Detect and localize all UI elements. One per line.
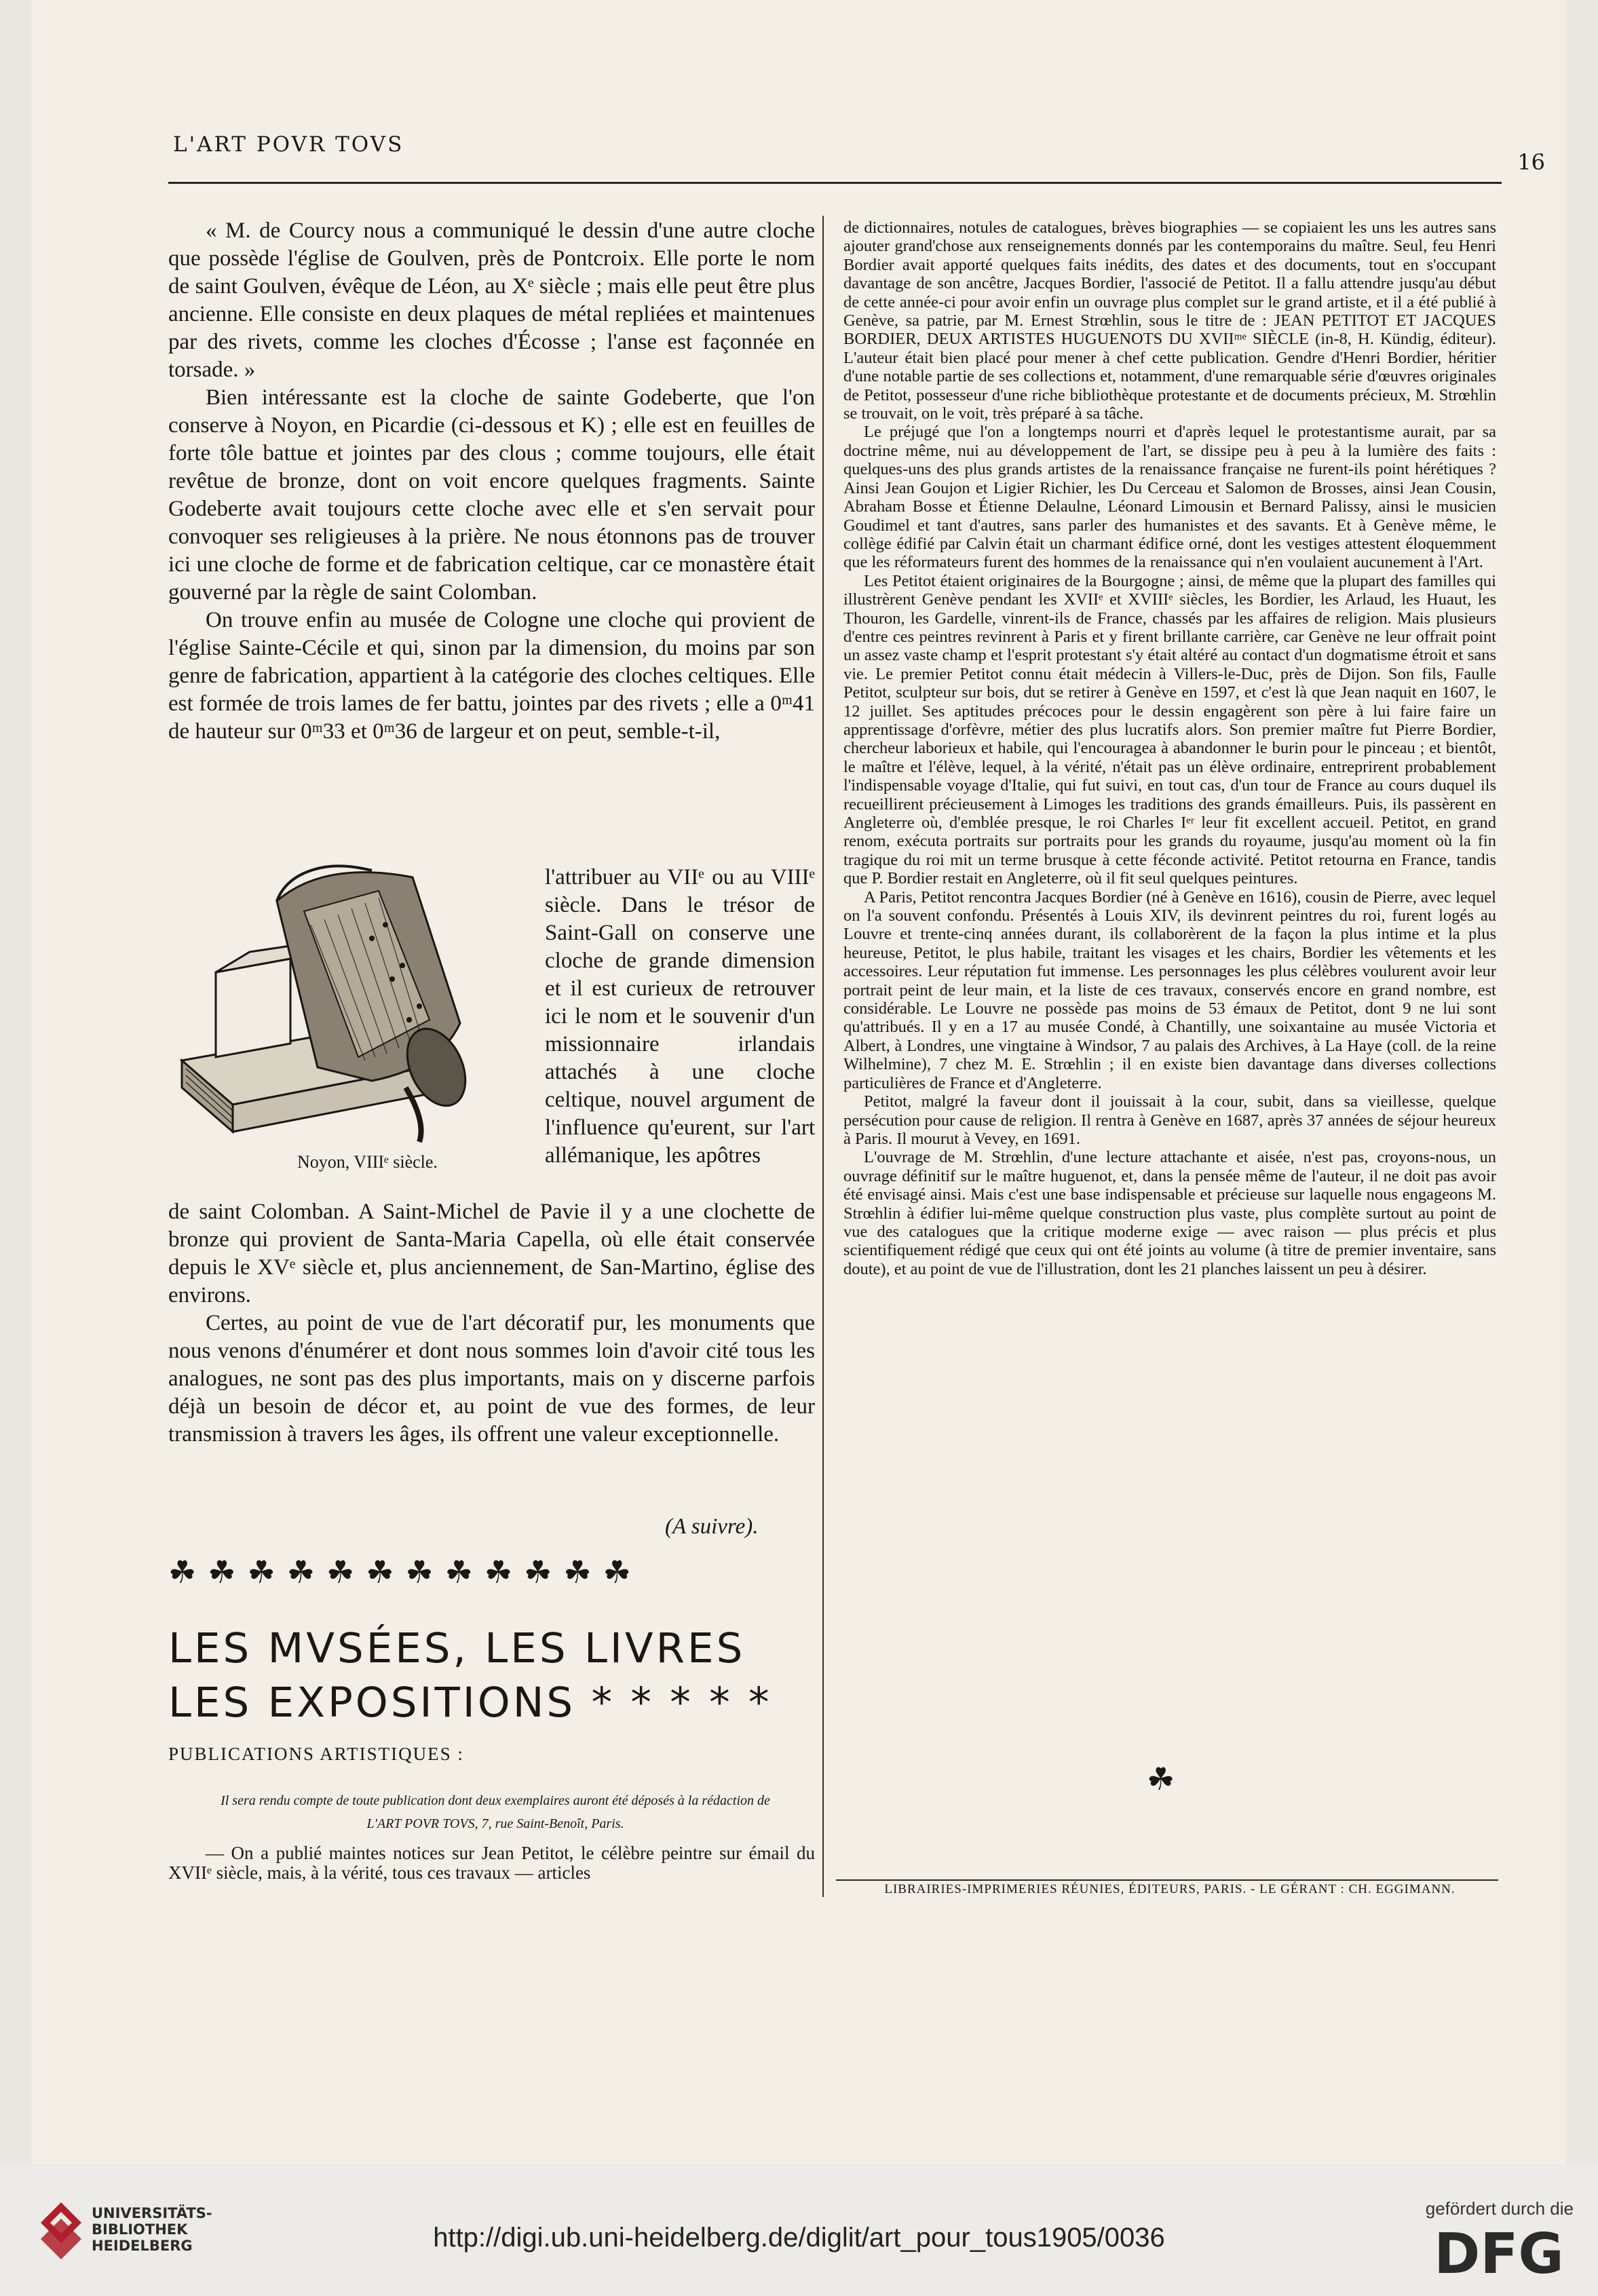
paragraph: de saint Colomban. A Saint-Michel de Pavie il y a une clochette de bronze qui provient de Santa-Maria Capella, où elle était conservée depuis le XVᵉ siècle et, plus anciennement, de San-Martino, église des environs.: [168, 1200, 815, 1307]
subsection-heading: PUBLICATIONS ARTISTIQUES :: [168, 1744, 464, 1764]
paragraph: Le préjugé que l'on a longtemps nourri et d'après lequel le protestantisme aurait, par sa doctrine même, nui au développement de l'art, se dissipe peu à peu à la lumière des faits : quelques-uns des plus grands artistes de la renaissance française ne furent-ils point hérétiques ? Ainsi Jean Goujon et Ligier Richier, les Du Cerceau et Salomon de Brosses, ainsi Jean Cousin, Abraham Bosse et Étienne Delaulne, Léonard Limousin et Bernard Palissy, ainsi le musicien Goudimel et tant d'autres, sans parler des humanistes et des savants. Et à Genève même, le collège édifié par Calvin était un charmant édifice orné, dont les vestiges attestent éloquemment que les réformateurs furent des hommes de la renaissance qui n'en voulaient aucunement à l'Art.: [843, 423, 1496, 572]
paragraph: Les Petitot étaient originaires de la Bourgogne ; ainsi, de même que la plupart des familles qui illustrèrent Genève pendant les XVIIᵉ et XVIIIᵉ siècles, les Bordier, les Arlaud, les Huaut, les Thouron, les Gardelle, vinrent-ils de France, chassés par les affaires de religion. Mais plusieurs d'entre ces peintres revinrent à Paris et y firent brillante carrière, car Genève ne leur offrait point un assez vaste champ et l'esprit protestant s'y était altéré au contact d'un dogmatisme étroit et sans vie. Le premier Petitot connu était médecin à Villers-le-Duc, près de Dijon. Son fils, Faulle Petitot, sculpteur sur bois, dut se retirer à Genève en 1597, et c'est là que Jean naquit en 1607, le 12 juillet. Ses aptitudes précoces pour le dessin engagèrent son père à lui faire faire un apprentissage d'orfèvre, métier des plus lucratifs alors. Son premier maître fut Pierre Bordier, chercheur laborieux et habile, qui l'encouragea à abandonner le burin pour le pinceau ; et bientôt, le maître et l'élève, lequel, à la vérité, n'était pas un élève ordinaire, entreprirent probablement l'indispensable voyage d'Italie, qui fut suivi, en tout cas, d'un tour de France au cours duquel ils recueillirent précieusement à Limoges les traditions des grands émailleurs. Puis, ils passèrent en Angleterre où, d'emblée presque, le roi Charles Iᵉʳ leur fit excellent accueil. Petitot, en grand renom, exécuta portraits sur portraits pour les grands du royaume, jusqu'au moment où la fin tragique du roi mit un terme brusque à cette féconde activité. Petitot retourna en France, tandis que P. Bordier restait en Angleterre, où il fit seul quelques peintures.: [843, 571, 1496, 888]
right-column: [843, 218, 1496, 1278]
paragraph: Petitot, malgré la faveur dont il jouissait à la cour, subit, dans sa vieillesse, quelque persécution pour cause de religion. Il rentra à Genève en 1687, après 37 années de séjour heureux à Paris. Il mourut à Vevey, en 1691.: [843, 1092, 1496, 1148]
dfg-wordmark: DFG: [1434, 2225, 1564, 2280]
section-heading: [168, 1622, 815, 1730]
section-heading-line: LES EXPOSITIONS * * * * *: [168, 1679, 772, 1727]
paragraph: de dictionnaires, notules de catalogues, brèves biographies — se copiaient les uns les autres sans ajouter grand'chose aux renseignements donnés par les contemporains du maître. Seul, feu Henri Bordier avait apporté quelques faits inédits, des dates et des documents, tout en s'occupant davantage de son ancêtre, Jacques Bordier, l'associé de Petitot. Il a fallu attendre jusqu'au début de cette année-ci pour avoir enfin un ouvrage plus complet sur le grand artiste, et il a été publié à Genève, sa patrie, par M. Ernest Strœhlin, sous le titre de : JEAN PETITOT ET JACQUES BORDIER, DEUX ARTISTES HUGUENOTS DU XVIIᵐᵉ SIÈCLE (in-8, H. Kündig, éditeur). L'auteur était bien placé pour mener à chef cette publication. Gendre d'Henri Bordier, héritier d'une notable partie de ses collections et, notamment, d'une remarquable série d'œuvres originales de Petitot, possesseur d'une riche bibliothèque protestante et de documents précieux, M. Strœhlin se trouvait, on le voit, très préparé à sa tâche.: [843, 218, 1496, 423]
institution-line: HEIDELBERG: [92, 2238, 193, 2254]
imprint: LIBRAIRIES-IMPRIMERIES RÉUNIES, ÉDITEURS, PARIS. - LE GÉRANT : CH. EGGIMANN.: [884, 1882, 1456, 1896]
paragraph: L'ouvrage de M. Strœhlin, d'une lecture attachante et aisée, n'est pas, croyons-nous, un ouvrage définitif sur le maître huguenot, et, dans la pensée même de l'auteur, il ne doit pas avoir été envisagé ainsi. Mais c'est une base indispensable et précieuse sur laquelle nous engageons M. Strœhlin à édifier lui-même quelque construction plus vaste, plus complète surtout au point de vue des catalogues que la critique moderne exige — avec raison — plus précis et plus scientifiquement rédigé que ceux qui ont été joints au volume (à titre de premier inventaire, sans doute), et au point de vue de l'illustration, dont les 21 planches laissent un peu à désirer.: [843, 1148, 1496, 1278]
left-column-top: [168, 217, 815, 746]
paragraph: On trouve enfin au musée de Cologne une cloche qui provient de l'église Sainte-Cécile et qui, sinon par la dimension, du moins par son genre de fabrication, appartient à la catégorie des cloches celtiques. Elle est formée de trois lames de fer battu, jointes par des rivets ; elle a 0ᵐ41 de hauteur sur 0ᵐ33 et 0ᵐ36 de largeur et on peut, semble-t-il,: [168, 608, 815, 744]
paragraph: Bien intéressante est la cloche de sainte Godeberte, que l'on conserve à Noyon, en Picardie (ci-dessous et K) ; elle est en feuilles de forte tôle battue et jointes par des clous ; comme toujours, elle était revêtue de bronze, dont on voit encore quelques fragments. Sainte Godeberte avait toujours cette cloche avec elle et s'en servait pour convoquer ses religieuses à la prière. Ne nous étonnons pas de trouver ici une cloche de forme et de fabrication celtique, car ce monastère était gouverné par la règle de saint Colomban.: [168, 385, 815, 605]
bell-illustration: [168, 864, 545, 1183]
dfg-logo: [1424, 2225, 1574, 2280]
digitization-footer: [0, 2164, 1598, 2296]
running-title: L'ART POVR TOVS: [173, 132, 404, 157]
ornament-row: ☘☘☘☘☘☘☘☘☘☘☘☘: [168, 1554, 643, 1590]
paragraph: Certes, au point de vue de l'art décoratif pur, les monuments que nous venons d'énumérer et dont nous sommes loin d'avoir cité tous les analogues, ne sont pas des plus importants, mais on y discerne parfois déjà un besoin de décor et, au point de vue des formes, de leur transmission à travers les âges, ils offrent une valeur exceptionnelle.: [168, 1311, 815, 1447]
wrapped-text: l'attribuer au VIIᵉ ou au VIIIᵉ siècle. Dans le trésor de Saint-Gall on conserve une cloche de grande dimension et il est curieux de retrouver ici le nom et le souvenir d'un missionnaire irlandais attachés à une cloche celtique, nouvel argument de l'influence qu'eurent, sur l'art allémanique, les apôtres: [545, 865, 815, 1168]
figure-wrap-area: [168, 864, 815, 1189]
publication-notice: Il sera rendu compte de toute publication dont deux exemplaires auront été déposés à la rédaction de L'ART POVR TOVS, 7, rue Saint-Benoît, Paris.: [221, 1793, 770, 1831]
page-number: 16: [1517, 149, 1545, 175]
funding-label: gefördert durch die: [1425, 2198, 1574, 2219]
section-heading-line: LES MVSÉES, LES LIVRES: [168, 1624, 746, 1672]
institution-line: UNIVERSITÄTS-: [92, 2205, 212, 2221]
paragraph: — On a publié maintes notices sur Jean Petitot, le célèbre peintre sur émail du XVIIᵉ siècle, mais, à la vérité, tous ces travaux — articles: [168, 1843, 815, 1883]
source-url[interactable]: http://digi.ub.uni-heidelberg.de/diglit/art_pour_tous1905/0036: [433, 2223, 1165, 2253]
to-be-continued: (A suivre).: [665, 1514, 759, 1539]
header-rule: [168, 182, 1502, 184]
footer-rule: [836, 1879, 1498, 1881]
figure-caption: Noyon, VIIIᵉ siècle.: [297, 1152, 438, 1172]
paragraph: A Paris, Petitot rencontra Jacques Bordier (né à Genève en 1616), cousin de Pierre, avec lequel on l'a souvent confondu. Présentés à Louis XIV, ils devinrent peintres du roi, furent logés au Louvre et trente-cinq années durant, ils collaborèrent de la façon la plus intime et la plus heureuse, Petitot, le plus habile, traitant les visages et les chairs, Bordier les vêtements et les accessoires. Leur réputation fut immense. Les personnages les plus célèbres voulurent avoir leur portrait peint de leur main, et la liste de ces travaux, conservés encore en grand nombre, est considérable. Le Louvre ne possède pas moins de 53 émaux de Petitot, dont 9 ne lui sont qu'attribués. Il y en a 17 au musée Condé, à Chantilly, une soixantaine au musée Victoria et Albert, à Londres, une vingtaine à Windsor, 7 au palais des Archives, à La Haye (coll. de la reine Wilhelmine), 7 chez M. E. Strœhlin ; il en existe bien davantage dans diverses collections particulières de France et d'Angleterre.: [843, 887, 1496, 1092]
paragraph: « M. de Courcy nous a communiqué le dessin d'une autre cloche que possède l'église de Goulven, près de Pontcroix. Elle porte le nom de saint Goulven, évêque de Léon, au Xᵉ siècle ; mais elle peut être plus ancienne. Elle consiste en deux plaques de métal repliées et maintenues par des rivets, comme les cloches d'Écosse ; l'anse est façonnée en torsade. »: [168, 218, 815, 382]
ornament: ☘: [1147, 1761, 1175, 1797]
column-divider: [822, 216, 824, 1897]
left-column-bottom: [168, 1198, 815, 1449]
institution-line: BIBLIOTHEK: [92, 2221, 188, 2238]
